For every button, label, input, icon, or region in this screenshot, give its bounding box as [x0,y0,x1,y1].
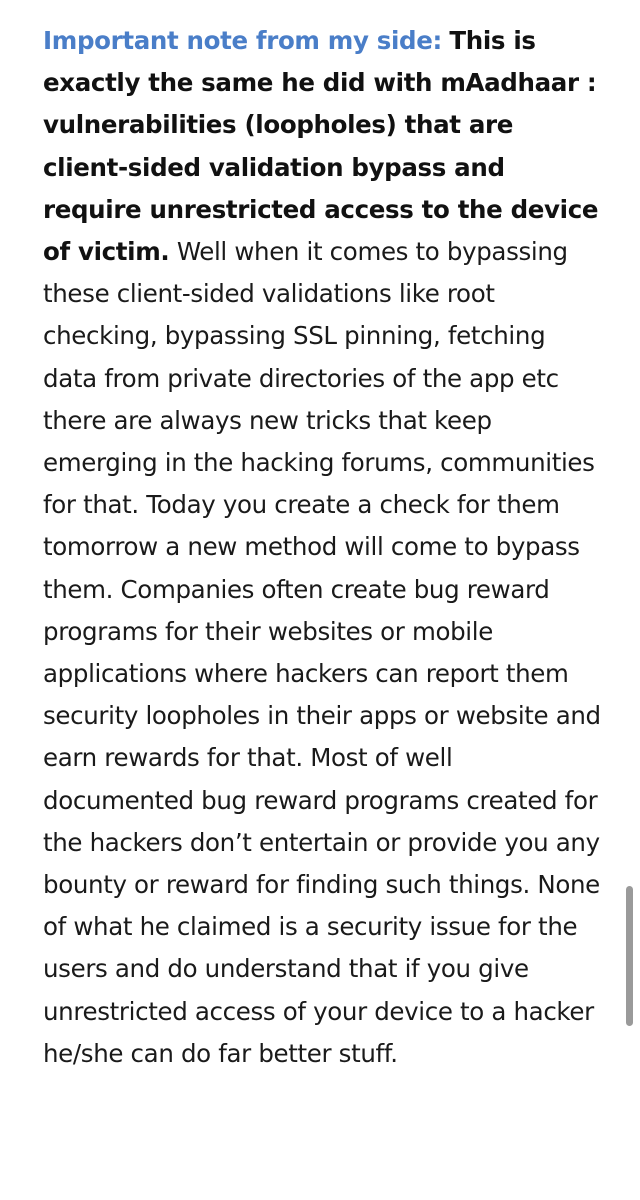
scrollbar-thumb[interactable] [626,886,633,1026]
note-paragraph [43,20,603,1075]
note-label: Important note from my side: [43,26,442,55]
bold-statement: This is exactly the same he did with mAadhaar : vulnerabilities (loopholes) that are client-sided validation bypass and require unrestricted access to the device of victim. [43,26,599,267]
body-text: Well when it comes to bypassing these client-sided validations like root checking, bypassing SSL pinning, fetching data from private directories of the app etc there are always new tricks that keep emerging in the hacking forums, communities for that. Today you create a check for them tomorrow a new method will come to bypass them. Companies often create bug reward programs for their websites or mobile applications where hackers can report them security loopholes in their apps or website and earn rewards for that. Most of well documented bug reward programs created for the hackers don’t entertain or provide you any bounty or reward for finding such things. None of what he claimed is a security issue for the users and do understand that if you give unrestricted access of your device to a hacker he/she can do far better stuff. [43,237,601,1068]
